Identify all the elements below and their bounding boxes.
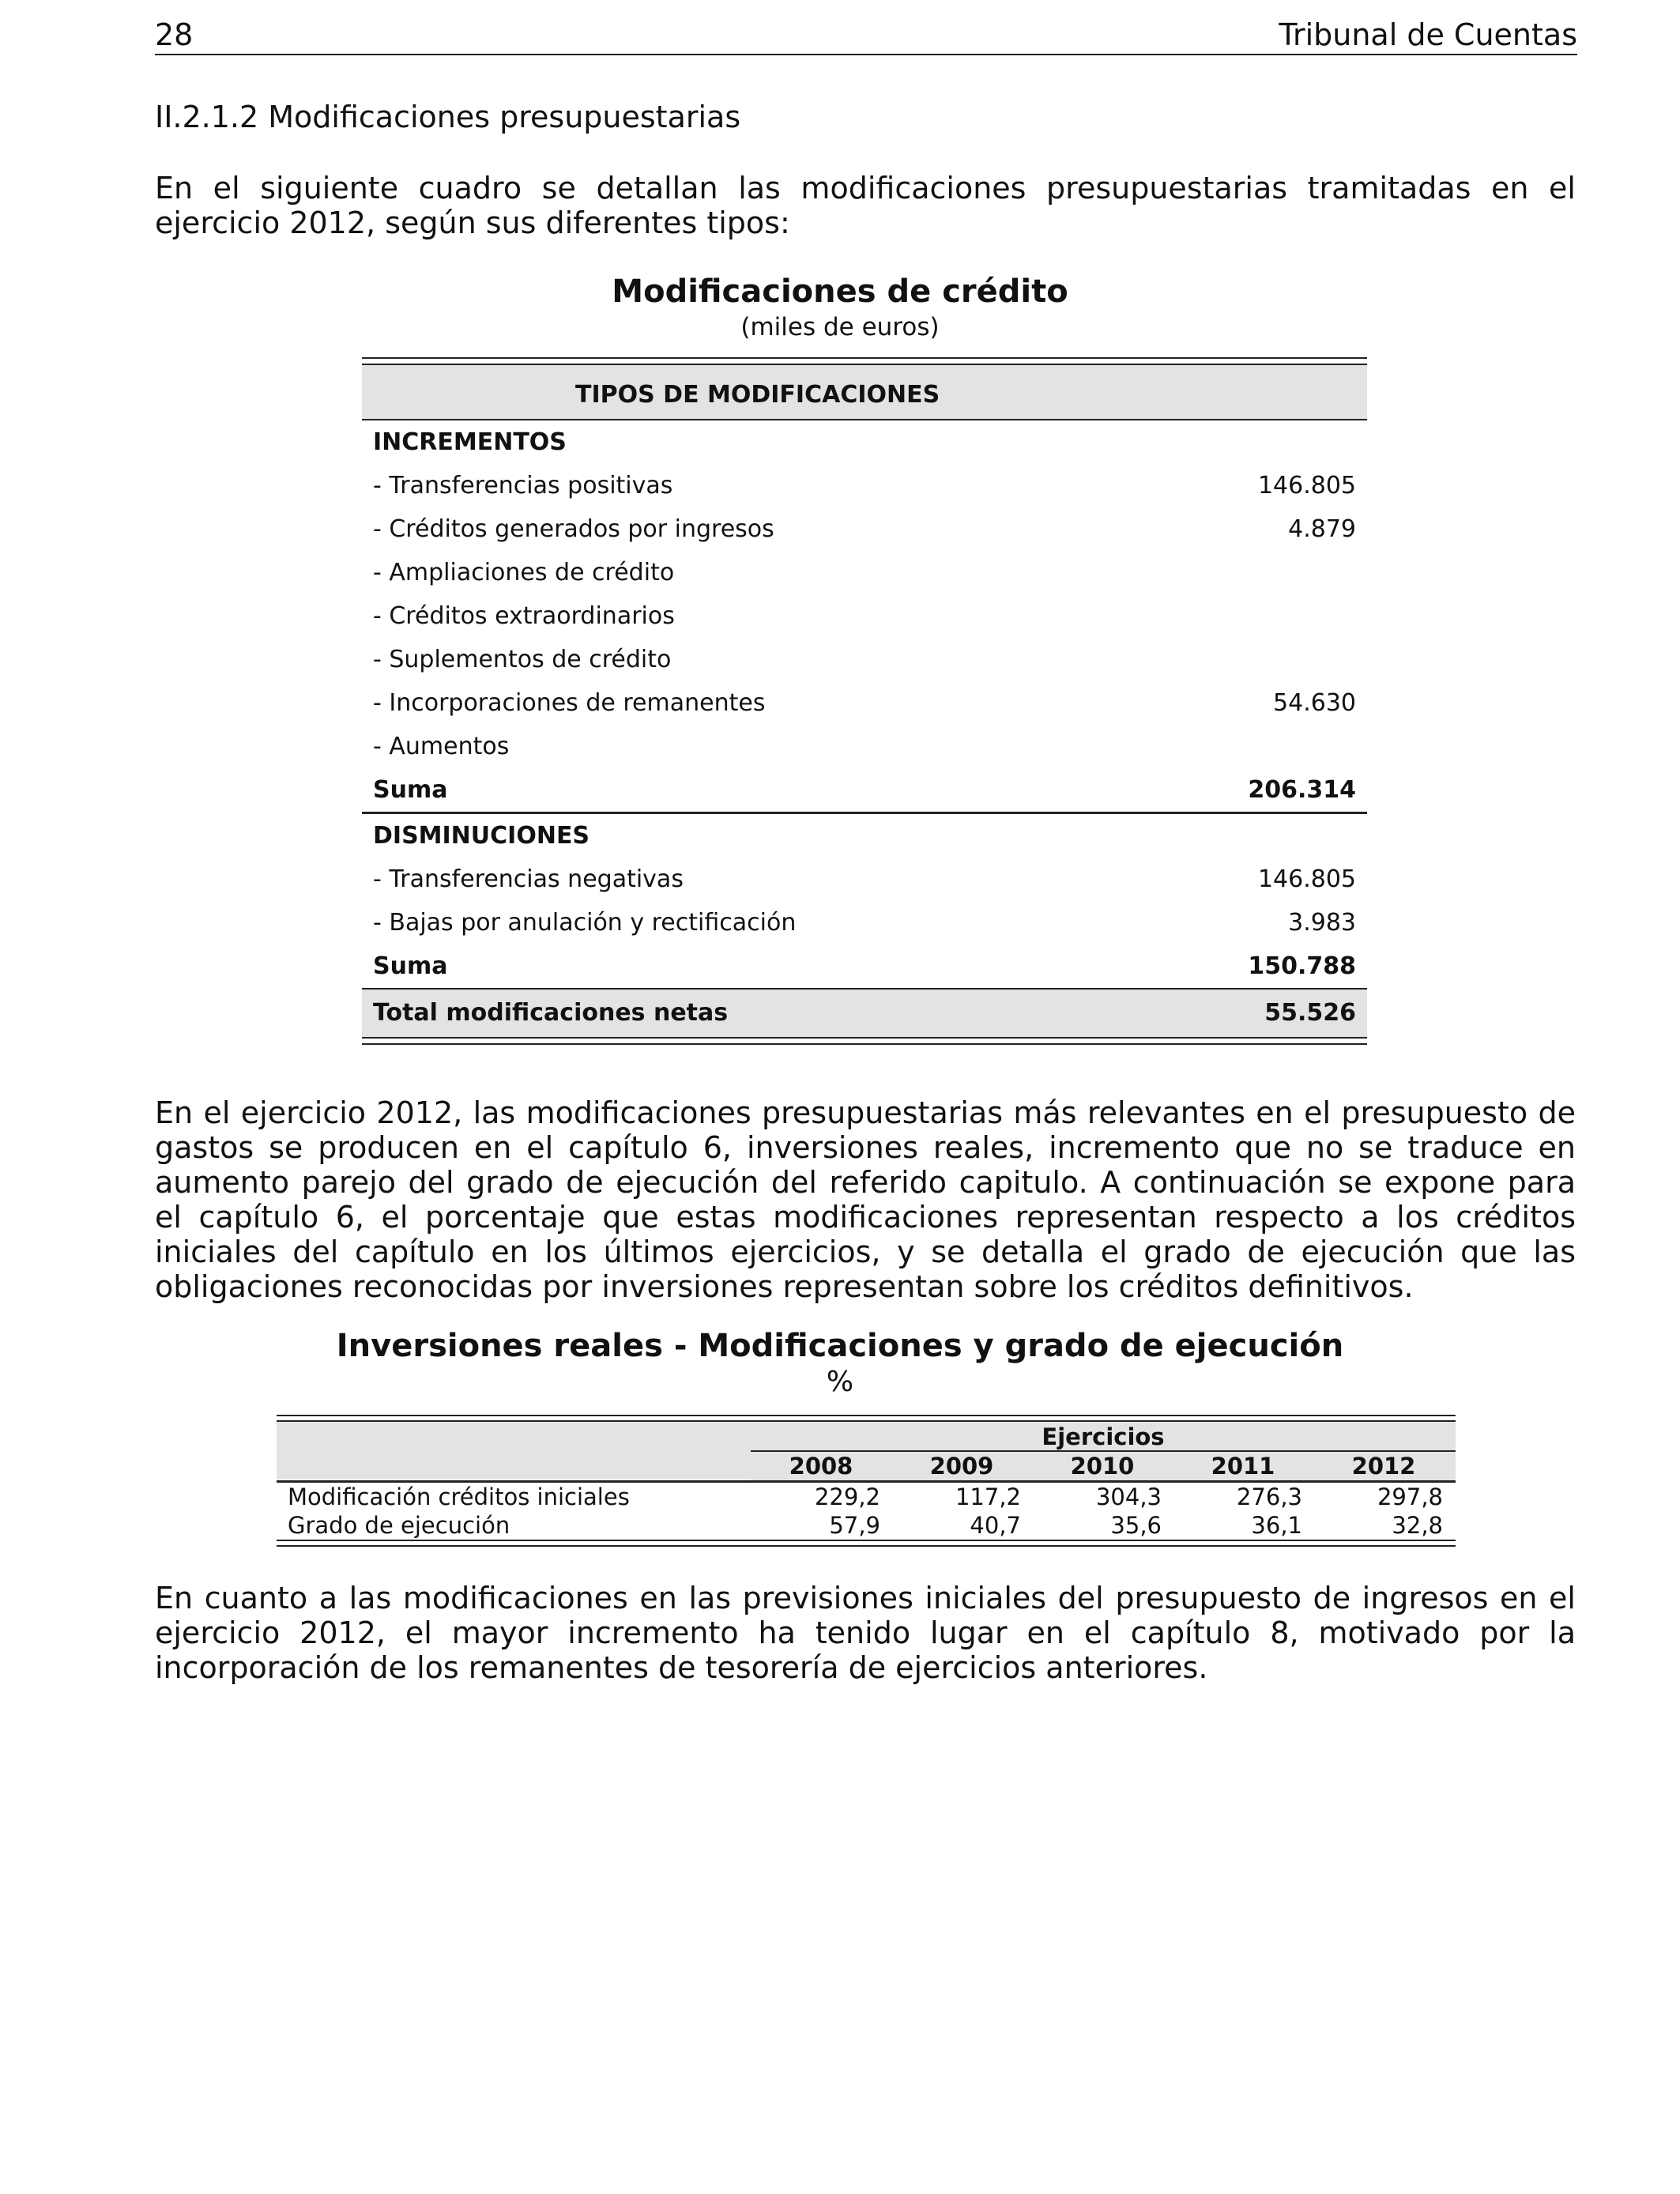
sum-row-incrementos	[362, 768, 1367, 814]
table-header-row	[362, 365, 1367, 420]
sum-label: Suma	[373, 952, 448, 980]
group-header-row	[277, 1422, 1456, 1450]
year-header: 2008	[789, 1453, 853, 1480]
header-background	[277, 1422, 751, 1479]
body-paragraph-2: En el ejercicio 2012, las modificaciones presupuestarias más relevantes en el presupuesto de gastos se producen en el capítulo 6, inversiones reales, incremento que no se traduce en aumento parejo del grado de ejecución del referido capitulo. A continuación se expone para el capítulo 6, el porcentaje que estas modificaciones representan respecto a los créditos iniciales del capítulo en los últimos ejercicios, y se detalla el grado de ejecución que las obligaciones reconocidas por inversiones representan sobre los créditos definitivos.	[155, 1095, 1576, 1304]
body-paragraph-3: En cuanto a las modificaciones en las previsiones iniciales del presupuesto de ingresos en el ejercicio 2012, el mayor incremento ha tenido lugar en el capítulo 8, motivado por la incorporación de los remanentes de tesorería de ejercicios anteriores.	[155, 1581, 1576, 1685]
cell-value: 57,9	[829, 1512, 880, 1539]
year-header: 2010	[1070, 1453, 1135, 1480]
section-row-disminuciones	[362, 814, 1367, 858]
inversiones-reales-table	[277, 1415, 1456, 1547]
section-label: INCREMENTOS	[373, 428, 567, 456]
table-row	[362, 551, 1367, 594]
table-row	[362, 725, 1367, 768]
section-heading: II.2.1.2 Modificaciones presupuestarias	[155, 100, 741, 134]
sum-label: Suma	[373, 776, 448, 804]
table-row	[277, 1483, 1456, 1511]
row-value: 3.983	[1288, 909, 1356, 937]
table-row	[362, 638, 1367, 681]
cell-value: 40,7	[970, 1512, 1021, 1539]
row-label: - Suplementos de crédito	[373, 646, 672, 673]
total-row	[362, 988, 1367, 1037]
row-value: 54.630	[1273, 689, 1356, 717]
total-label: Total modificaciones netas	[373, 999, 729, 1027]
intro-paragraph: En el siguiente cuadro se detallan las modificaciones presupuestarias tramitadas en el ejercicio 2012, según sus diferentes tipos:	[155, 171, 1576, 240]
cell-value: 304,3	[1095, 1483, 1162, 1510]
table1-subtitle: (miles de euros)	[740, 313, 940, 341]
row-label: - Aumentos	[373, 733, 510, 760]
row-value: 4.879	[1288, 515, 1356, 543]
table-row	[362, 594, 1367, 638]
table2-subtitle: %	[826, 1366, 854, 1398]
cell-value: 276,3	[1236, 1483, 1302, 1510]
total-value: 55.526	[1264, 999, 1356, 1027]
cell-value: 35,6	[1110, 1512, 1162, 1539]
row-value: 146.805	[1257, 472, 1356, 499]
table-row	[362, 858, 1367, 901]
row-label: Grado de ejecución	[288, 1512, 510, 1539]
row-label: - Bajas por anulación y rectificación	[373, 909, 797, 937]
row-label: - Transferencias negativas	[373, 865, 684, 893]
table-row	[362, 464, 1367, 507]
group-header: Ejercicios	[1042, 1423, 1165, 1450]
table-row	[362, 507, 1367, 551]
cell-value: 297,8	[1377, 1483, 1443, 1510]
row-label: Modificación créditos iniciales	[288, 1483, 630, 1510]
cell-value: 229,2	[814, 1483, 880, 1510]
page-header	[155, 14, 1577, 55]
row-label: - Créditos extraordinarios	[373, 602, 675, 630]
cell-value: 117,2	[955, 1483, 1021, 1510]
page-number: 28	[155, 17, 194, 52]
section-row-incrementos	[362, 420, 1367, 464]
header-title: Tribunal de Cuentas	[1279, 17, 1577, 52]
year-header: 2009	[929, 1453, 994, 1480]
table2-title: Inversiones reales - Modificaciones y grado de ejecución	[336, 1328, 1344, 1364]
row-label: - Ampliaciones de crédito	[373, 559, 675, 586]
row-label: - Transferencias positivas	[373, 472, 673, 499]
cell-value: 36,1	[1251, 1512, 1302, 1539]
cell-value: 32,8	[1392, 1512, 1443, 1539]
table-rule	[362, 1037, 1367, 1045]
section-label: DISMINUCIONES	[373, 822, 590, 850]
sum-value: 206.314	[1248, 776, 1356, 804]
table-row	[362, 901, 1367, 944]
modificaciones-credito-table	[362, 357, 1367, 1045]
table-rule	[362, 357, 1367, 365]
table1-title: Modificaciones de crédito	[612, 273, 1068, 310]
row-label: - Créditos generados por ingresos	[373, 515, 774, 543]
years-header-row	[751, 1450, 1456, 1480]
year-header: 2012	[1351, 1453, 1416, 1480]
column-header: TIPOS DE MODIFICACIONES	[575, 381, 940, 409]
row-label: - Incorporaciones de remanentes	[373, 689, 766, 717]
year-header: 2011	[1211, 1453, 1275, 1480]
table-rule	[277, 1540, 1456, 1547]
table-row	[362, 681, 1367, 725]
sum-row-disminuciones	[362, 944, 1367, 988]
row-value: 146.805	[1257, 865, 1356, 893]
table-rule	[277, 1415, 1456, 1422]
sum-value: 150.788	[1248, 952, 1356, 980]
table-row	[277, 1511, 1456, 1540]
